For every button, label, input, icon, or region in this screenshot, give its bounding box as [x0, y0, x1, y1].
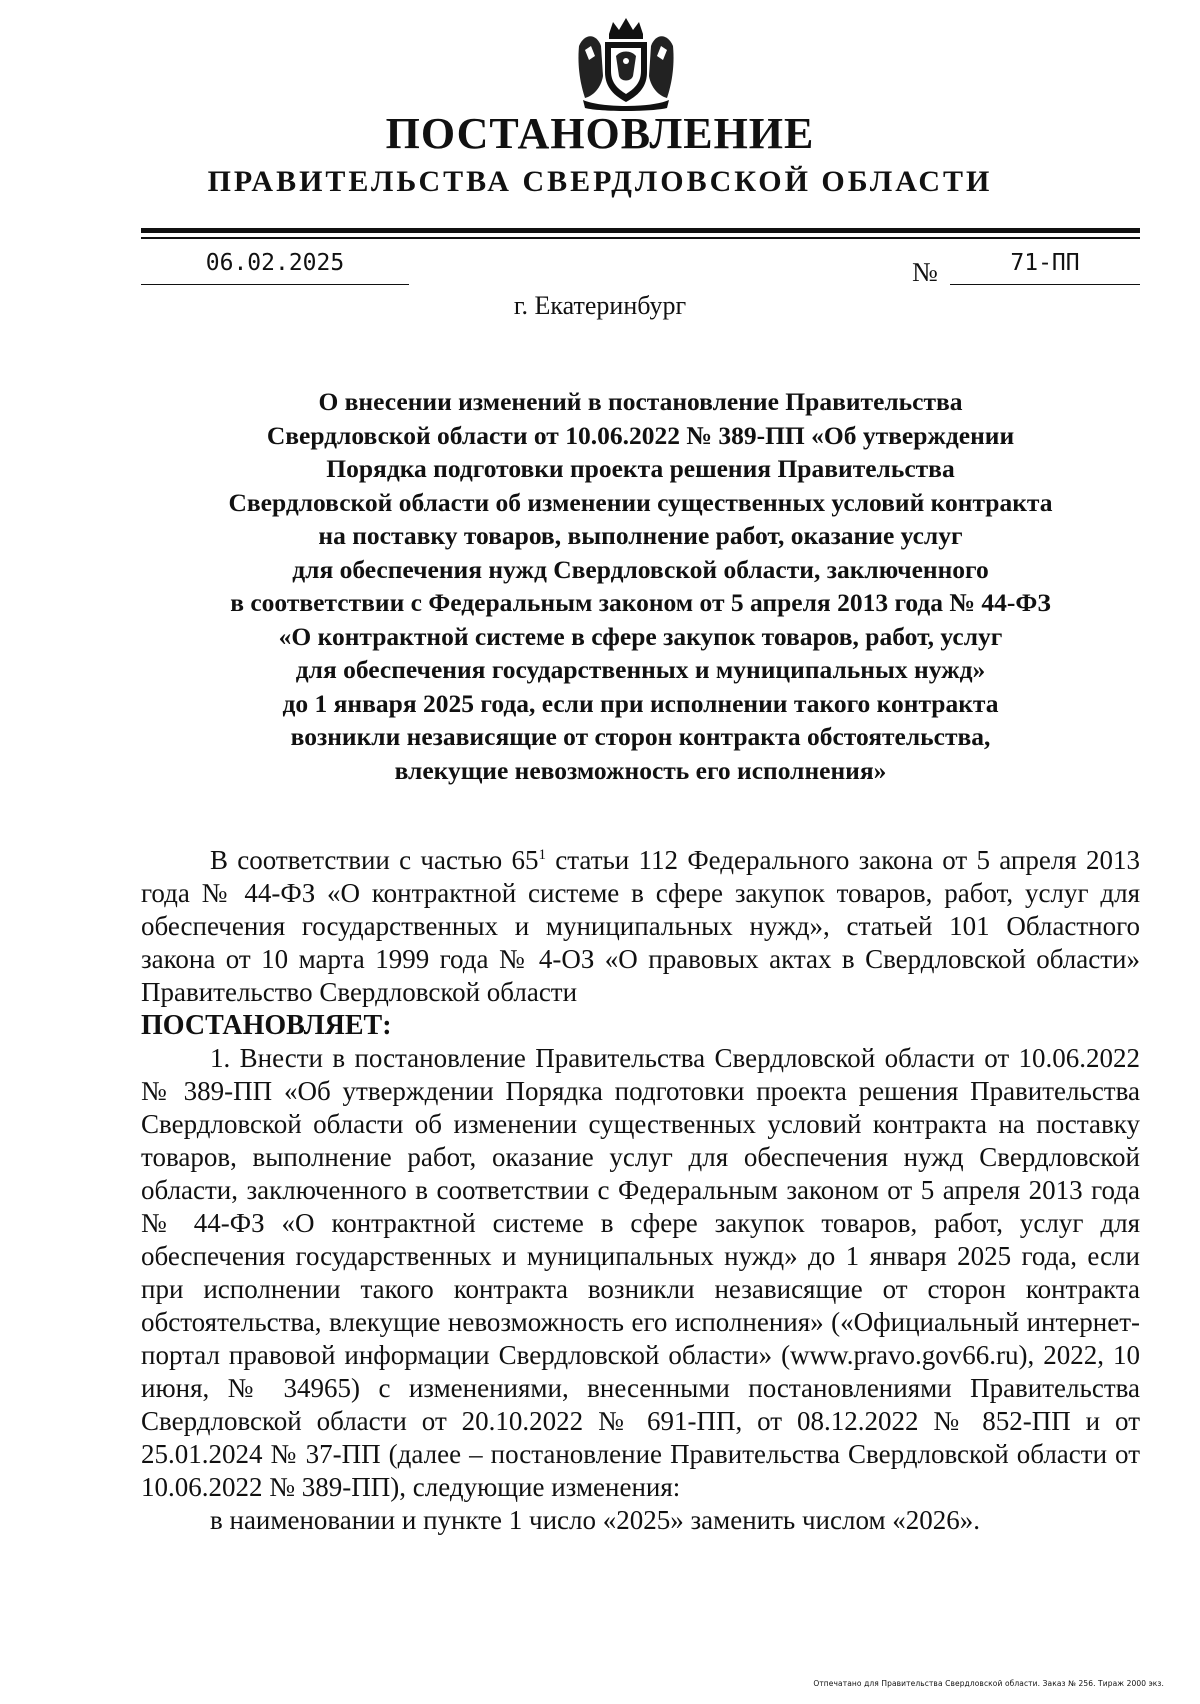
title-line: до 1 января 2025 года, если при исполнении такого контракта — [282, 688, 999, 718]
title-line: О внесении изменений в постановление Правительства — [318, 387, 963, 416]
item-1-sub-paragraph: в наименовании и пункте 1 число «2025» заменить числом «2026». — [210, 1505, 981, 1535]
resolve-heading: ПОСТАНОВЛЯЕТ: — [141, 1010, 392, 1041]
preamble-paragraph — [141, 844, 1140, 1009]
document-type-heading: ПОСТАНОВЛЕНИЕ — [385, 109, 815, 158]
item-1-paragraph: 1. Внести в постановление Правительства Свердловской области от 10.06.2022 № 389-ПП «Об утверждении Порядка подготовки проекта решения Правительства Свердловской области об изменении существенных условий контракта на поставку товаров, выполнение работ, оказание услуг для обеспечения нужд Свердловской области, заключенного в соответствии с Федеральным законом от 5 апреля 2013 года № 44-ФЗ «О контрактной системе в сфере закупок товаров, работ, услуг для обеспечения государственных и муниципальных нужд» до 1 января 2025 года, если при исполнении такого контракта возникли независящие от сторон контракта обстоятельства, влекущие невозможность его исполнения» («Официальный интернет-портал правовой информации Свердловской области» (www.pravo.gov66.ru), 2022, 10 июня, № 34965) с изменениями, внесенными постановлениями Правительства Свердловской области от 20.10.2022 № 691-ПП, от 08.12.2022 № 852-ПП и от 25.01.2024 № 37-ПП (далее – постановление Правительства Свердловской области от 10.06.2022 № 389-ПП), следующие изменения: — [141, 1043, 1140, 1502]
document-title — [141, 385, 1140, 787]
print-imprint: Отпечатано для Правительства Свердловской области. Заказ № 256. Тираж 2000 экз. — [813, 1679, 1164, 1688]
title-line: влекущие невозможность его исполнения» — [394, 755, 887, 785]
document-body — [141, 844, 1140, 1537]
title-line: Свердловской области от 10.06.2022 № 389-ПП «Об утверждении — [266, 420, 1015, 450]
document-number: 71-ПП — [950, 248, 1140, 285]
title-line: для обеспечения нужд Свердловской области, заключенного — [292, 554, 989, 584]
title-line: Порядка подготовки проекта решения Правительства — [326, 454, 955, 483]
preamble-text-rest: статьи 112 Федерального закона от 5 апреля 2013 года № 44-ФЗ «О контрактной системе в сфере закупок товаров, работ, услуг для обеспечения государственных и муниципальных нужд», статьей 101 Областного закона от 10 марта 1999 года № 4-ОЗ «О правовых актах в Свердловской области» Правительство Свердловской области — [141, 845, 1140, 1007]
title-line: для обеспечения государственных и муниципальных нужд» — [295, 655, 986, 684]
header-divider-thick — [141, 228, 1140, 233]
title-line: на поставку товаров, выполнение работ, оказание услуг — [318, 521, 963, 550]
coat-of-arms-emblem — [571, 16, 681, 112]
number-sign: № — [912, 257, 938, 287]
title-line: «О контрактной системе в сфере закупок товаров, работ, услуг — [278, 621, 1003, 651]
title-line: Свердловской области об изменении существенных условий контракта — [228, 487, 1053, 517]
title-line: возникли независящие от сторон контракта обстоятельства, — [290, 722, 991, 751]
header-divider-thin — [141, 237, 1140, 239]
city-label: г. Екатеринбург — [513, 291, 687, 320]
preamble-superscript: 1 — [538, 847, 547, 863]
preamble-text-start: В соответствии с частью 65 — [210, 845, 539, 875]
issuer-heading: ПРАВИТЕЛЬСТВА СВЕРДЛОВСКОЙ ОБЛАСТИ — [207, 165, 993, 198]
document-date: 06.02.2025 — [141, 248, 409, 285]
title-line: в соответствии с Федеральным законом от 5 апреля 2013 года № 44-ФЗ — [230, 588, 1051, 617]
